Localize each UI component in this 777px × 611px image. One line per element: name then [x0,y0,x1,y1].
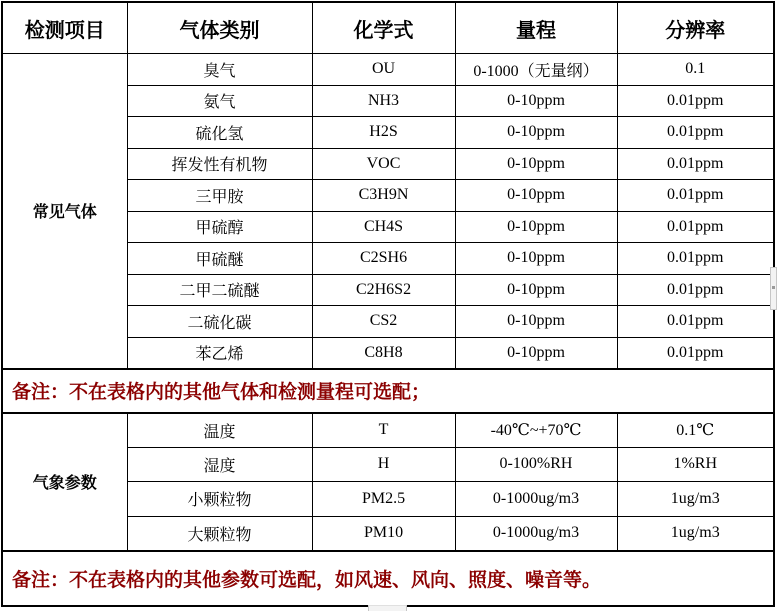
col-header-range: 量程 [455,2,617,54]
cell-resolution: 0.01ppm [617,306,774,338]
cell-symbol: T [312,413,455,448]
cell-chemical-formula: NH3 [312,85,455,117]
cell-gas-name: 臭气 [127,54,312,86]
cell-resolution: 0.01ppm [617,85,774,117]
cell-resolution: 0.01ppm [617,274,774,306]
cell-gas-name: 苯乙烯 [127,337,312,369]
horizontal-scrollbar-fragment[interactable] [368,605,407,611]
cell-resolution: 1%RH [617,447,774,482]
table-row [2,413,774,448]
cell-range: 0-10ppm [455,85,617,117]
vertical-scrollbar-fragment[interactable] [770,267,777,310]
cell-range: 0-10ppm [455,243,617,275]
col-header-resolution: 分辨率 [617,2,774,54]
cell-chemical-formula: CH4S [312,211,455,243]
cell-resolution: 0.01ppm [617,243,774,275]
cell-range: 0-1000（无量纲） [455,54,617,86]
cell-range: 0-10ppm [455,211,617,243]
cell-range: 0-10ppm [455,148,617,180]
cell-chemical-formula: C3H9N [312,180,455,212]
cell-gas-name: 硫化氢 [127,117,312,149]
cell-gas-name: 三甲胺 [127,180,312,212]
note-row [2,369,774,413]
table-row [2,54,774,86]
cell-symbol: PM10 [312,516,455,551]
cell-range: 0-10ppm [455,337,617,369]
cell-chemical-formula: C2SH6 [312,243,455,275]
cell-resolution: 0.1 [617,54,774,86]
cell-chemical-formula: C8H8 [312,337,455,369]
cell-range: 0-10ppm [455,117,617,149]
cell-gas-name: 氨气 [127,85,312,117]
cell-symbol: H [312,447,455,482]
cell-gas-name: 挥发性有机物 [127,148,312,180]
cell-resolution: 1ug/m3 [617,482,774,517]
cell-param-name: 小颗粒物 [127,482,312,517]
cell-gas-name: 甲硫醚 [127,243,312,275]
col-header-gas-category: 气体类别 [127,2,312,54]
header-row [2,2,774,54]
cell-param-name: 温度 [127,413,312,448]
cell-param-name: 湿度 [127,447,312,482]
note-weather-params: 备注：不在表格内的其他参数可选配，如风速、风向、照度、噪音等。 [2,551,774,606]
cell-gas-name: 甲硫醇 [127,211,312,243]
col-header-detection-item: 检测项目 [2,2,127,54]
cell-param-name: 大颗粒物 [127,516,312,551]
cell-chemical-formula: C2H6S2 [312,274,455,306]
cell-chemical-formula: VOC [312,148,455,180]
cell-range: 0-10ppm [455,180,617,212]
note-common-gases: 备注：不在表格内的其他气体和检测量程可选配； [2,369,774,413]
cell-range: -40℃~+70℃ [455,413,617,448]
scrollbar-grip-icon [772,286,775,289]
cell-resolution: 0.01ppm [617,180,774,212]
cell-range: 0-10ppm [455,306,617,338]
gas-spec-table [1,1,775,607]
cell-range: 0-100%RH [455,447,617,482]
cell-resolution: 1ug/m3 [617,516,774,551]
cell-range: 0-1000ug/m3 [455,482,617,517]
cell-resolution: 0.01ppm [617,148,774,180]
cell-gas-name: 二硫化碳 [127,306,312,338]
cell-chemical-formula: H2S [312,117,455,149]
cell-range: 0-1000ug/m3 [455,516,617,551]
note-row [2,551,774,606]
cell-symbol: PM2.5 [312,482,455,517]
cell-resolution: 0.01ppm [617,117,774,149]
cell-resolution: 0.01ppm [617,337,774,369]
group-label-common-gases: 常见气体 [2,54,127,369]
cell-chemical-formula: CS2 [312,306,455,338]
cell-resolution: 0.1℃ [617,413,774,448]
cell-range: 0-10ppm [455,274,617,306]
group-label-weather-params: 气象参数 [2,413,127,551]
cell-resolution: 0.01ppm [617,211,774,243]
cell-gas-name: 二甲二硫醚 [127,274,312,306]
col-header-chemical-formula: 化学式 [312,2,455,54]
cell-chemical-formula: OU [312,54,455,86]
